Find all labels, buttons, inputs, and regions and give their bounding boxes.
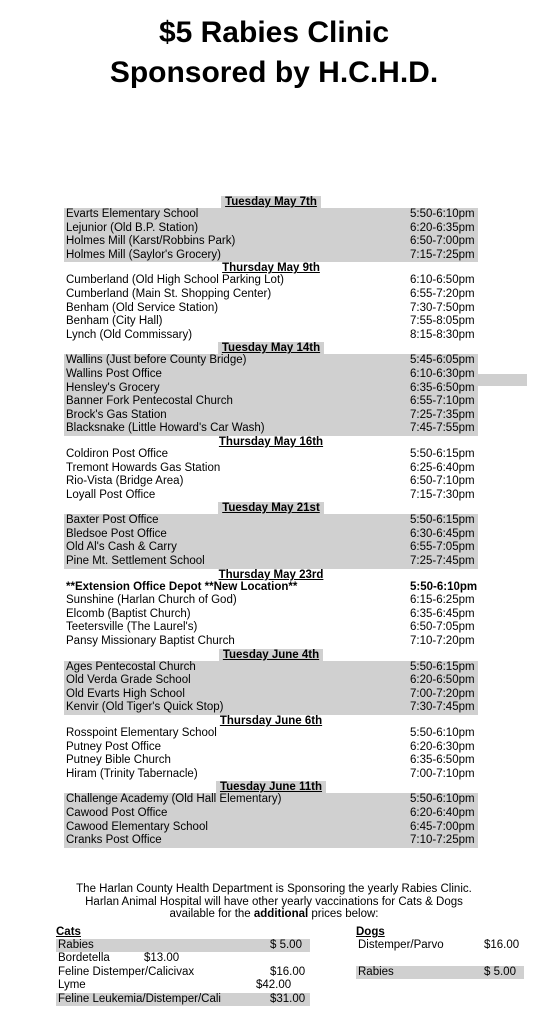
stop-location: Cumberland (Old High School Parking Lot) — [66, 274, 284, 287]
stop-location: Putney Bible Church — [66, 754, 171, 767]
cat-item — [56, 939, 310, 952]
schedule-stop-row — [64, 581, 478, 595]
note-line-1: The Harlan County Health Department is Sponsoring the yearly Rabies Clinic. — [76, 883, 472, 895]
note-line-2: Harlan Animal Hospital will have other yearly vaccinations for Cats & Dogs — [85, 895, 463, 908]
stop-time: 7:55-8:05pm — [410, 315, 475, 328]
stop-time: 6:35-6:50pm — [410, 381, 475, 394]
schedule-stop-row — [64, 448, 478, 462]
stop-location: Cumberland (Main St. Shopping Center) — [66, 287, 272, 300]
stop-time: 7:00-7:20pm — [410, 687, 475, 700]
stop-time: 7:15-7:30pm — [410, 488, 475, 501]
schedule-stop-row — [64, 674, 478, 688]
cat-item-price: $16.00 — [270, 965, 306, 978]
cat-item-name: Rabies — [58, 939, 94, 951]
stop-location: Wallins (Just before County Bridge) — [66, 354, 247, 367]
stop-time: 5:50-6:10pm — [410, 727, 475, 739]
stop-location: Holmes Mill (Karst/Robbins Park) — [66, 235, 236, 248]
schedule-stop-row — [64, 661, 478, 675]
stop-location: Old Verda Grade School — [66, 674, 191, 687]
schedule-date-text: Tuesday May 7th — [221, 196, 321, 208]
schedule-date-heading — [64, 342, 478, 354]
stop-time: 5:50-6:10pm — [410, 208, 475, 220]
stop-time: 6:25-6:40pm — [410, 461, 475, 474]
page-subtitle: Sponsored by H.C.H.D. — [109, 56, 439, 89]
schedule-stops — [64, 727, 478, 781]
cat-item-name: Lyme — [58, 979, 86, 992]
stop-time: 5:50-6:15pm — [410, 514, 475, 527]
schedule-date-text: Thursday May 9th — [222, 262, 320, 275]
schedule-stops — [64, 514, 478, 568]
page-title: $5 Rabies Clinic — [158, 16, 390, 49]
stop-location: Kenvir (Old Tiger's Quick Stop) — [66, 701, 224, 714]
schedule-date-heading — [64, 569, 478, 581]
cat-item-name: Feline Distemper/Calicivax — [58, 965, 195, 978]
stop-time: 7:10-7:25pm — [410, 834, 475, 847]
stop-time: 7:25-7:45pm — [410, 555, 475, 568]
schedule-stop-row — [64, 555, 478, 569]
schedule-stop-row — [64, 688, 478, 702]
stop-location: Old Evarts High School — [66, 687, 185, 700]
stop-time: 7:00-7:10pm — [410, 767, 475, 780]
stop-location: Ages Pentecostal Church — [66, 660, 196, 673]
schedule-stop-row — [64, 302, 478, 316]
dog-item — [356, 939, 524, 952]
stop-time: 6:50-7:10pm — [410, 475, 475, 488]
schedule-stop-row — [64, 422, 478, 436]
dog-item-price: $16.00 — [484, 939, 520, 951]
stop-location: Hiram (Trinity Tabernacle) — [66, 767, 198, 780]
schedule-date-text: Thursday May 23rd — [218, 568, 324, 581]
stop-time: 5:50-6:10pm — [410, 793, 475, 806]
schedule-date-text: Thursday June 6th — [219, 715, 323, 727]
cat-item-price: $13.00 — [144, 952, 180, 965]
cat-item-price: $31.00 — [270, 992, 306, 1005]
schedule-day — [64, 436, 478, 502]
dog-item-price: $ 5.00 — [484, 965, 516, 978]
schedule-stop-row — [64, 329, 478, 343]
stop-time: 7:30-7:45pm — [410, 701, 475, 714]
schedule-stop-row — [64, 274, 478, 288]
schedule-day — [64, 502, 478, 568]
stop-location: Cawood Elementary School — [66, 820, 208, 833]
stop-time: 6:10-6:50pm — [410, 274, 475, 287]
stop-time: 5:50-6:15pm — [410, 660, 475, 673]
stop-location: Lejunior (Old B.P. Station) — [66, 221, 199, 234]
cat-item-price: $ 5.00 — [270, 939, 302, 951]
schedule-stop-row — [64, 741, 478, 755]
cat-item — [56, 993, 310, 1006]
cat-item-name: Feline Leukemia/Distemper/Cali — [58, 992, 221, 1005]
stop-location: Pine Mt. Settlement School — [66, 555, 205, 568]
schedule-stop-row — [64, 235, 478, 249]
schedule-stop-row — [64, 368, 478, 382]
stop-location: Cawood Post Office — [66, 806, 168, 819]
schedule-stop-row — [64, 354, 478, 368]
schedule-stops — [64, 448, 478, 502]
schedule-stop-row — [64, 821, 478, 835]
stop-location: Challenge Academy (Old Hall Elementary) — [66, 793, 282, 806]
stop-location: Old Al's Cash & Carry — [66, 541, 177, 554]
schedule-day — [64, 781, 478, 847]
schedule-date-text: Tuesday May 14th — [218, 342, 324, 354]
stop-location: Hensley's Grocery — [66, 381, 160, 394]
stop-location: Brock's Gas Station — [66, 408, 167, 421]
stop-time: 6:15-6:25pm — [410, 594, 475, 607]
cat-item — [56, 979, 310, 992]
schedule-stop-row — [64, 701, 478, 715]
stop-time: 5:50-6:15pm — [410, 447, 475, 460]
stop-location: Holmes Mill (Saylor's Grocery) — [66, 248, 221, 261]
stop-location: Tremont Howards Gas Station — [66, 461, 221, 474]
stop-time: 6:35-6:45pm — [410, 607, 475, 620]
cats-heading: Cats — [56, 926, 81, 938]
stop-location: Blacksnake (Little Howard's Car Wash) — [66, 422, 265, 435]
stop-location: Rosspoint Elementary School — [66, 727, 217, 739]
schedule-day — [64, 196, 478, 262]
stop-location: Wallins Post Office — [66, 367, 162, 380]
spacer — [356, 952, 524, 965]
schedule-stop-row — [64, 635, 478, 649]
schedule-stops — [64, 354, 478, 436]
schedule-stop-row — [64, 475, 478, 489]
schedule-stop-row — [64, 489, 478, 503]
schedule-stops — [64, 581, 478, 649]
stop-location: Benham (City Hall) — [66, 315, 163, 328]
schedule-stop-row — [64, 288, 478, 302]
stop-location: Bledsoe Post Office — [66, 527, 167, 540]
shaded-margin-bar — [477, 374, 527, 386]
schedule-stop-row — [64, 222, 478, 236]
schedule-stops — [64, 661, 478, 715]
schedule-day — [64, 342, 478, 436]
stop-location: Teetersville (The Laurel's) — [66, 621, 198, 634]
schedule-stop-row — [64, 528, 478, 542]
schedule-date-text: Tuesday June 4th — [219, 649, 323, 661]
dog-item-name: Distemper/Parvo — [358, 939, 444, 951]
stop-time: 6:50-7:00pm — [410, 235, 475, 248]
schedule-stop-row — [64, 395, 478, 409]
schedule-stop-row — [64, 754, 478, 768]
schedule-stop-row — [64, 834, 478, 848]
stop-time: 6:45-7:00pm — [410, 820, 475, 833]
cat-item — [56, 966, 310, 979]
dogs-heading: Dogs — [356, 926, 385, 938]
schedule-stops — [64, 274, 478, 342]
stop-time: 6:10-6:30pm — [410, 367, 475, 380]
schedule-stops — [64, 208, 478, 262]
schedule-stop-row — [64, 621, 478, 635]
schedule-date-heading — [64, 715, 478, 727]
schedule-stop-row — [64, 594, 478, 608]
stop-location: Evarts Elementary School — [66, 208, 199, 220]
stop-time: 7:25-7:35pm — [410, 408, 475, 421]
stop-time: 6:20-6:30pm — [410, 740, 475, 753]
cats-price-list — [56, 926, 310, 1006]
stop-location: Coldiron Post Office — [66, 447, 169, 460]
schedule-stop-row — [64, 608, 478, 622]
schedule-date-text: Tuesday June 11th — [216, 781, 326, 793]
stop-time: 6:20-6:35pm — [410, 221, 475, 234]
stop-time: 6:50-7:05pm — [410, 621, 475, 634]
stop-time: 7:15-7:25pm — [410, 248, 475, 261]
schedule-date-heading — [64, 436, 478, 448]
stop-location: Elcomb (Baptist Church) — [66, 607, 191, 620]
schedule-date-text: Thursday May 16th — [218, 435, 324, 448]
stop-location: Lynch (Old Commissary) — [66, 328, 193, 341]
schedule-date-heading — [64, 781, 478, 793]
dog-item-name: Rabies — [358, 965, 394, 978]
schedule-stop-row — [64, 514, 478, 528]
cat-item-name: Bordetella — [58, 952, 110, 965]
schedule-stop-row — [64, 249, 478, 263]
stop-time: 7:30-7:50pm — [410, 301, 475, 314]
schedule-stop-row — [64, 727, 478, 741]
schedule-stop-row — [64, 793, 478, 807]
schedule-stop-row — [64, 382, 478, 396]
schedule-day — [64, 649, 478, 715]
dog-item — [356, 966, 524, 979]
clinic-schedule — [64, 196, 478, 848]
stop-location: Benham (Old Service Station) — [66, 301, 219, 314]
stop-time: 5:50-6:10pm — [410, 580, 478, 593]
schedule-stops — [64, 793, 478, 847]
stop-time: 6:20-6:40pm — [410, 806, 475, 819]
schedule-date-heading — [64, 649, 478, 661]
stop-location: Rio-Vista (Bridge Area) — [66, 475, 184, 488]
stop-location: Baxter Post Office — [66, 514, 159, 527]
cat-item-price: $42.00 — [256, 979, 292, 992]
stop-time: 6:30-6:45pm — [410, 527, 475, 540]
stop-location: **Extension Office Depot **New Location** — [66, 580, 298, 593]
stop-time: 6:55-7:10pm — [410, 395, 475, 408]
stop-time: 5:45-6:05pm — [410, 354, 475, 367]
dogs-price-list — [356, 926, 524, 979]
stop-time: 8:15-8:30pm — [410, 328, 475, 341]
schedule-stop-row — [64, 541, 478, 555]
schedule-stop-row — [64, 208, 478, 222]
stop-location: Pansy Missionary Baptist Church — [66, 635, 235, 648]
schedule-date-heading — [64, 196, 478, 208]
vaccination-note — [0, 883, 548, 921]
schedule-date-heading — [64, 502, 478, 514]
schedule-stop-row — [64, 409, 478, 423]
stop-time: 7:45-7:55pm — [410, 422, 475, 435]
note-line-3: available for the additional prices below: — [169, 908, 379, 920]
stop-location: Cranks Post Office — [66, 834, 162, 847]
stop-time: 6:55-7:20pm — [410, 287, 475, 300]
schedule-stop-row — [64, 768, 478, 782]
stop-location: Loyall Post Office — [66, 488, 156, 501]
schedule-day — [64, 262, 478, 342]
schedule-day — [64, 715, 478, 781]
stop-time: 6:55-7:05pm — [410, 541, 475, 554]
schedule-date-heading — [64, 262, 478, 274]
schedule-stop-row — [64, 315, 478, 329]
stop-time: 6:35-6:50pm — [410, 754, 475, 767]
schedule-stop-row — [64, 462, 478, 476]
stop-location: Sunshine (Harlan Church of God) — [66, 594, 237, 607]
cat-item — [56, 952, 310, 965]
stop-location: Banner Fork Pentecostal Church — [66, 395, 233, 408]
stop-location: Putney Post Office — [66, 740, 162, 753]
stop-time: 7:10-7:20pm — [410, 635, 475, 648]
schedule-day — [64, 569, 478, 649]
schedule-date-text: Tuesday May 21st — [218, 502, 324, 514]
stop-time: 6:20-6:50pm — [410, 674, 475, 687]
schedule-stop-row — [64, 807, 478, 821]
